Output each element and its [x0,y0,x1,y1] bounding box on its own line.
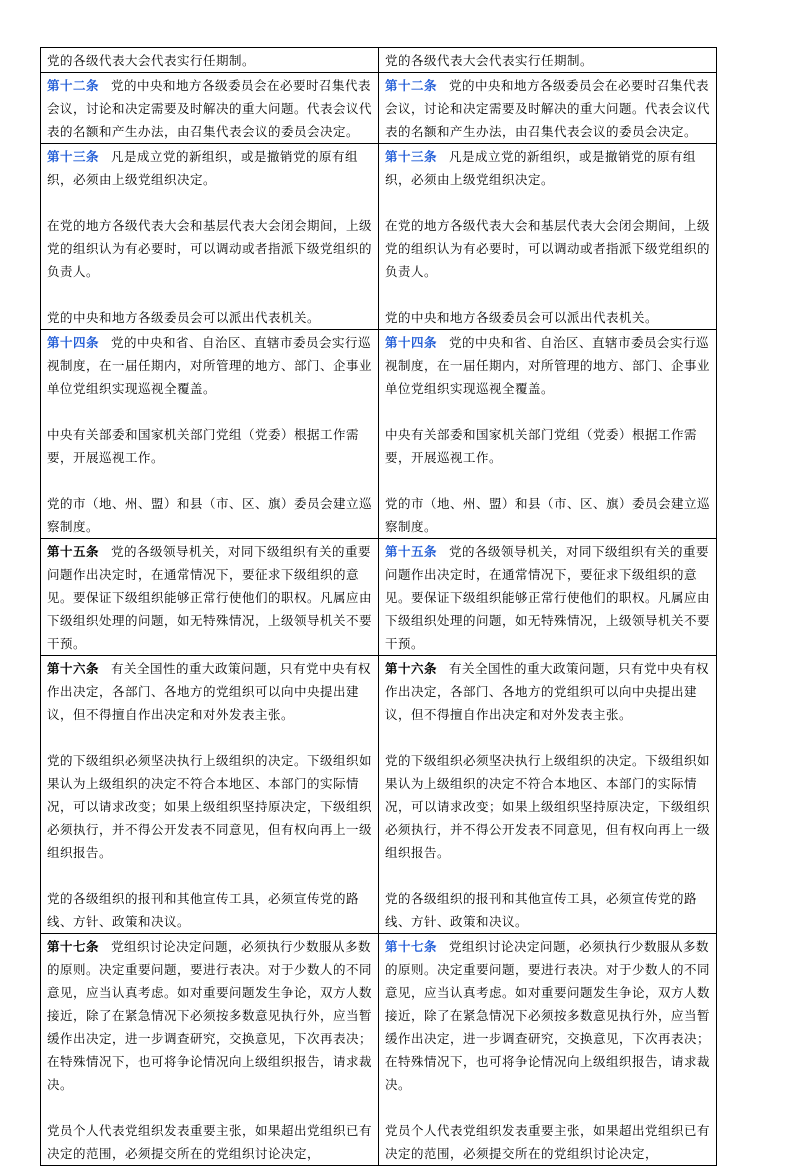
article-number-label: 第十六条 [385,661,438,676]
article-paragraph [385,657,710,726]
article-paragraph [385,306,710,329]
article-text: 党的中央和省、自治区、直辖市委员会实行巡视制度，在一届任期内，对所管理的地方、部门、企事业单位党组织实现巡视全覆盖。 [385,335,711,396]
article-text: 党的中央和地方各级委员会可以派出代表机关。 [47,310,321,325]
article-number-label: 第十四条 [47,335,100,350]
article-paragraph [385,1119,710,1165]
article-paragraph [385,492,710,538]
right-column-cell [379,934,717,1166]
article-paragraph [385,331,710,400]
left-column-cell [41,144,379,330]
left-column-cell [41,539,379,656]
article-paragraph [47,657,372,726]
article-paragraph [47,935,372,1096]
article-text: 党的市（地、州、盟）和县（市、区、旗）委员会建立巡察制度。 [47,496,373,534]
right-column-cell [379,539,717,656]
article-paragraph [385,887,710,933]
article-row [41,48,717,73]
article-paragraph [385,423,710,469]
article-paragraph [47,145,372,191]
article-number-label: 第十二条 [47,78,100,93]
article-paragraph [47,74,372,143]
article-paragraph [385,214,710,283]
left-column-cell [41,934,379,1166]
article-paragraph [47,331,372,400]
article-paragraph [385,49,710,72]
article-paragraph [385,74,710,143]
article-text: 在党的地方各级代表大会和基层代表大会闭会期间，上级党的组织认为有必要时，可以调动或者指派下级党组织的负责人。 [385,218,711,279]
right-column-cell [379,144,717,330]
comparison-table-body [41,48,717,1166]
article-text: 有关全国性的重大政策问题，只有党中央有权作出决定，各部门、各地方的党组织可以向中央提出建议，但不得擅自作出决定和对外发表主张。 [385,661,710,722]
article-text: 党的下级组织必须坚决执行上级组织的决定。下级组织如果认为上级组织的决定不符合本地区、本部门的实际情况，可以请求改变；如果上级组织坚持原决定，下级组织必须执行，并不得公开发表不同意见，但有权向再上一级组织报告。 [385,753,711,860]
article-text: 党的市（地、州、盟）和县（市、区、旗）委员会建立巡察制度。 [385,496,711,534]
article-number-label: 第十三条 [47,149,100,164]
right-column-cell [379,656,717,934]
article-text: 党员个人代表党组织发表重要主张，如果超出党组织已有决定的范围，必须提交所在的党组织讨论决定， [385,1123,711,1161]
article-number-label: 第十三条 [385,149,438,164]
article-paragraph [47,49,372,72]
article-text: 党组织讨论决定问题，必须执行少数服从多数的原则。决定重要问题，要进行表决。对于少数人的不同意见，应当认真考虑。如对重要问题发生争论，双方人数接近，除了在紧急情况下必须按多数意见执行外，应当暂缓作出决定，进一步调查研究，交换意见，下次再表决；在特殊情况下，也可将争论情况向上级组织报告，请求裁决。 [47,939,373,1092]
article-paragraph [47,887,372,933]
article-paragraph [385,935,710,1096]
article-text: 有关全国性的重大政策问题，只有党中央有权作出决定，各部门、各地方的党组织可以向中央提出建议，但不得擅自作出决定和对外发表主张。 [47,661,372,722]
left-column-cell [41,48,379,73]
article-text: 在党的地方各级代表大会和基层代表大会闭会期间，上级党的组织认为有必要时，可以调动或者指派下级党组织的负责人。 [47,218,373,279]
article-text: 中央有关部委和国家机关部门党组（党委）根据工作需要，开展巡视工作。 [47,427,360,465]
article-text: 凡是成立党的新组织，或是撤销党的原有组织，必须由上级党组织决定。 [47,149,359,187]
article-paragraph [385,540,710,655]
article-number-label: 第十五条 [47,544,100,559]
article-number-label: 第十五条 [385,544,438,559]
article-paragraph [47,492,372,538]
article-row [41,144,717,330]
right-column-cell [379,330,717,539]
article-number-label: 第十七条 [47,939,100,954]
article-text: 党的各级代表大会代表实行任期制。 [385,53,594,68]
article-text: 党的中央和地方各级委员会在必要时召集代表会议，讨论和决定需要及时解决的重大问题。代表会议代表的名额和产生办法，由召集代表会议的委员会决定。 [47,78,373,139]
left-column-cell [41,73,379,144]
article-row [41,73,717,144]
article-text: 党员个人代表党组织发表重要主张，如果超出党组织已有决定的范围，必须提交所在的党组织讨论决定， [47,1123,373,1161]
article-row [41,330,717,539]
left-column-cell [41,656,379,934]
article-number-label: 第十七条 [385,939,438,954]
article-text: 党组织讨论决定问题，必须执行少数服从多数的原则。决定重要问题，要进行表决。对于少数人的不同意见，应当认真考虑。如对重要问题发生争论，双方人数接近，除了在紧急情况下必须按多数意见执行外，应当暂缓作出决定，进一步调查研究，交换意见，下次再表决；在特殊情况下，也可将争论情况向上级组织报告，请求裁决。 [385,939,711,1092]
right-column-cell [379,73,717,144]
article-text: 党的下级组织必须坚决执行上级组织的决定。下级组织如果认为上级组织的决定不符合本地区、本部门的实际情况，可以请求改变；如果上级组织坚持原决定，下级组织必须执行，并不得公开发表不同意见，但有权向再上一级组织报告。 [47,753,373,860]
article-paragraph [47,306,372,329]
right-column-cell [379,48,717,73]
left-column-cell [41,330,379,539]
article-text: 中央有关部委和国家机关部门党组（党委）根据工作需要，开展巡视工作。 [385,427,698,465]
article-paragraph [385,749,710,864]
article-text: 党的各级领导机关，对同下级组织有关的重要问题作出决定时，在通常情况下，要征求下级组织的意见。要保证下级组织能够正常行使他们的职权。凡属应由下级组织处理的问题，如无特殊情况，上级领导机关不要干预。 [385,544,711,651]
article-paragraph [385,145,710,191]
article-paragraph [47,540,372,655]
article-text: 党的各级组织的报刊和其他宣传工具，必须宣传党的路线、方针、政策和决议。 [385,891,698,929]
article-number-label: 第十二条 [385,78,438,93]
article-row [41,539,717,656]
article-text: 党的各级领导机关，对同下级组织有关的重要问题作出决定时，在通常情况下，要征求下级组织的意见。要保证下级组织能够正常行使他们的职权。凡属应由下级组织处理的问题，如无特殊情况，上级领导机关不要干预。 [47,544,373,651]
article-text: 党的中央和地方各级委员会可以派出代表机关。 [385,310,659,325]
article-text: 党的各级组织的报刊和其他宣传工具，必须宣传党的路线、方针、政策和决议。 [47,891,360,929]
article-text: 凡是成立党的新组织，或是撤销党的原有组织，必须由上级党组织决定。 [385,149,697,187]
article-text: 党的各级代表大会代表实行任期制。 [47,53,256,68]
article-row [41,934,717,1166]
comparison-table [40,47,717,1166]
article-row [41,656,717,934]
article-paragraph [47,749,372,864]
article-paragraph [47,423,372,469]
article-text: 党的中央和省、自治区、直辖市委员会实行巡视制度，在一届任期内，对所管理的地方、部门、企事业单位党组织实现巡视全覆盖。 [47,335,373,396]
article-number-label: 第十四条 [385,335,438,350]
article-number-label: 第十六条 [47,661,100,676]
article-paragraph [47,214,372,283]
article-paragraph [47,1119,372,1165]
article-text: 党的中央和地方各级委员会在必要时召集代表会议，讨论和决定需要及时解决的重大问题。代表会议代表的名额和产生办法，由召集代表会议的委员会决定。 [385,78,711,139]
